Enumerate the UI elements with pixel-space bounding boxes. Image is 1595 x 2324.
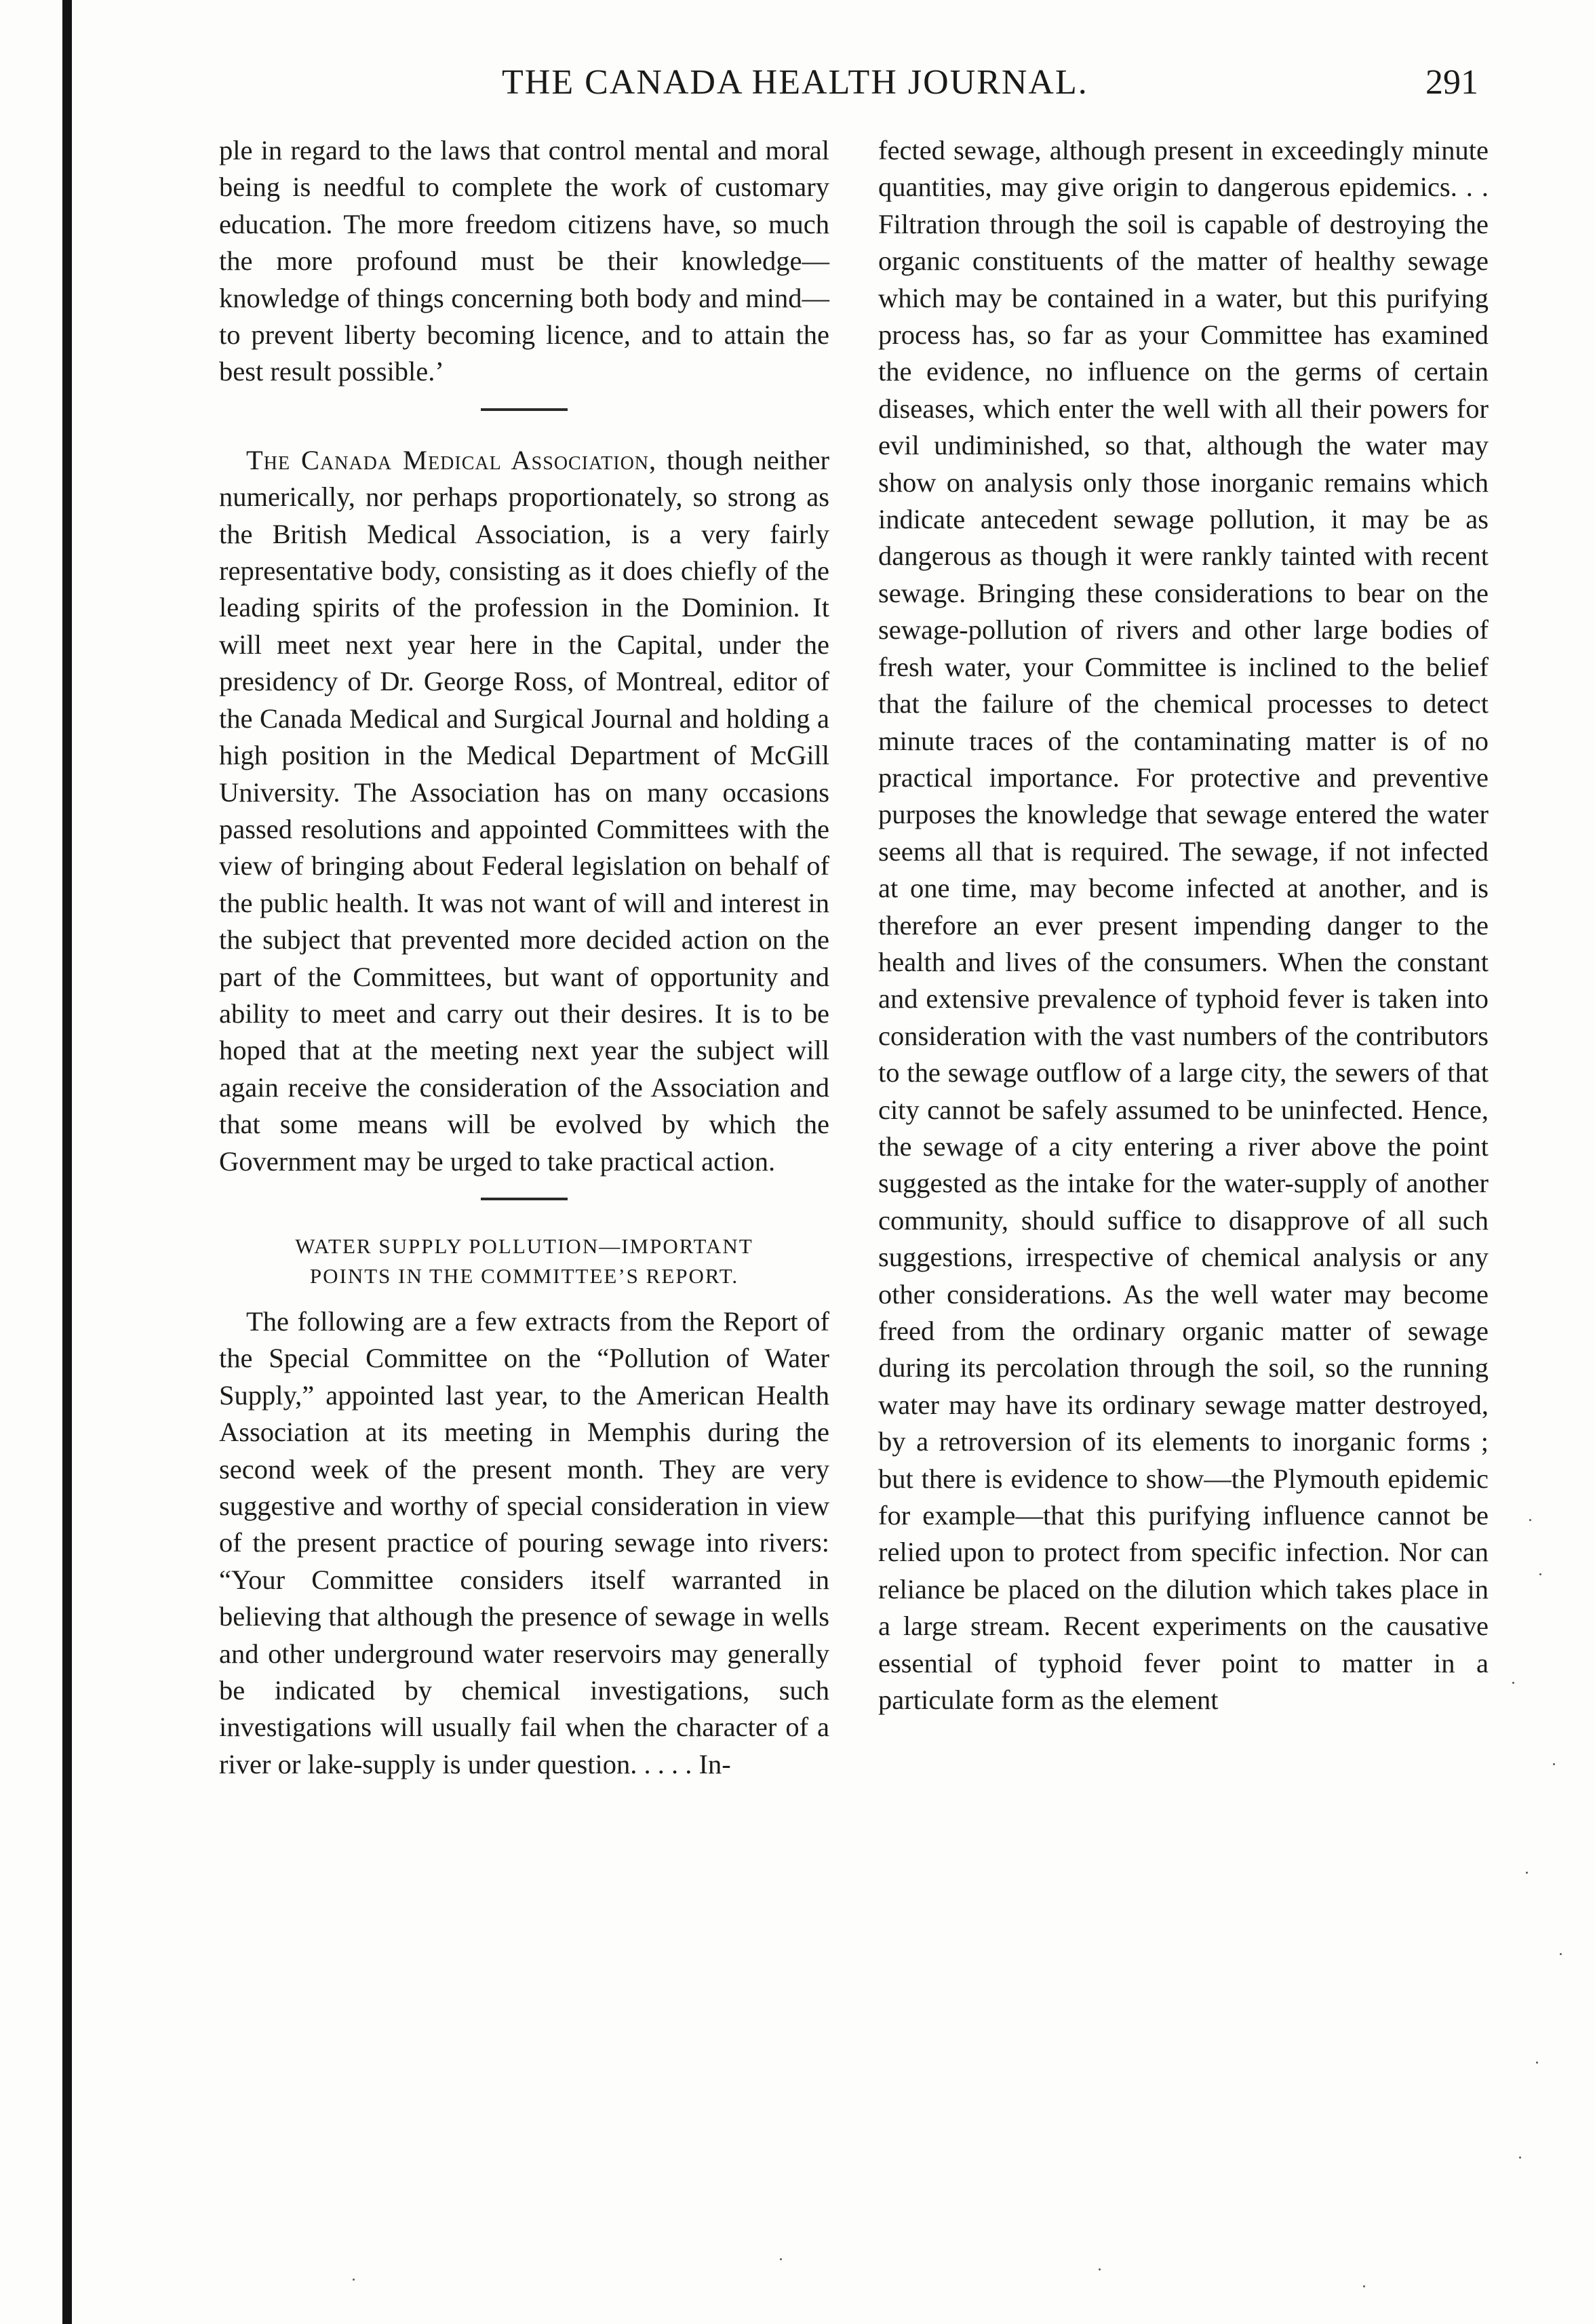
binding-edge (62, 0, 72, 2324)
paragraph-lead-in: The Canada Medical Association, (246, 444, 657, 475)
paragraph-canada-medical-association (219, 442, 829, 1180)
left-column (219, 132, 829, 1783)
page-number: 291 (1425, 63, 1478, 102)
paragraph-continued: ple in regard to the laws that control mental and moral being is needful to complete the work of customary education. The more freedom citizens have, so much the more profound must be their knowledge—knowledge of things concerning both body and mind—to prevent liberty becoming licence, and to attain the best result possible.’ (219, 135, 829, 387)
speckle (1529, 1519, 1531, 1521)
speckle (1512, 1682, 1514, 1684)
speckle (1519, 2156, 1521, 2159)
section-heading-line: WATER SUPPLY POLLUTION—IMPORTANT (295, 1234, 753, 1258)
speckle (780, 2258, 782, 2260)
paragraph-body: though neither numerically, nor perhaps proportionately, so strong as the British Medical Association, is a very fairly representative body, consisting as it does chiefly of the leading spirits of the profession in the Dominion. It will meet next year here in the Capital, under the presidency of Dr. George Ross, of Montreal, editor of the Canada Medical and Surgical Journal and holding a high position in the Medical Department of McGill University. The Association has on many occasions passed resolutions and appointed Committees with the view of bringing about Federal legislation on behalf of the public health. It was not want of will and interest in the subject that prevented more decided action on the part of the Committees, but want of opportunity and ability to meet and carry out their desires. It is to be hoped that at the meeting next year the subject will again receive the consideration of the Association and that some means will be evolved by which the Government may be urged to take practical action. (219, 444, 829, 1177)
speckle (1553, 1763, 1555, 1765)
section-heading (219, 1232, 829, 1291)
speckle (1560, 1953, 1562, 1955)
right-column (878, 132, 1489, 1718)
speckle (1363, 2285, 1365, 2287)
section-divider (481, 1198, 568, 1200)
speckle (1526, 1872, 1528, 1874)
section-heading-line: POINTS IN THE COMMITTEE’S REPORT. (309, 1263, 739, 1288)
speckle (1099, 2268, 1101, 2270)
speckle (1536, 2062, 1538, 2064)
page-header (224, 62, 1505, 110)
running-title: THE CANADA HEALTH JOURNAL. (502, 63, 1088, 102)
section-divider (481, 408, 568, 411)
speckle (1539, 1573, 1541, 1575)
speckle (353, 2279, 355, 2281)
paragraph-water-supply: The following are a few extracts from the Report of the Special Committee on the “Pollution of Water Supply,” appointed last year, to the American Health Association at its meeting in Memphis during the second week of the present month. They are very suggestive and worthy of special consideration in view of the present practice of pouring sewage into rivers: “Your Committee considers itself warranted in believing that although the presence of sewage in wells and other underground water reservoirs may generally be indicated by chemical investigations, such investigations will usually fail when the character of a river or lake-supply is under question. . . . . In- (219, 1305, 829, 1779)
paragraph-continued: fected sewage, although present in exceedingly minute quantities, may give origin to dangerous epidemics. . . Filtration through the soil is capable of destroying the organic constituents of the matter of healthy sewage which may be contained in a water, but this purifying process has, so far as your Committee has examined the evidence, no influence on the germs of certain diseases, which enter the well with all their powers for evil undiminished, so that, although the water may show on analysis only those inorganic remains which indicate antecedent sewage pollution, it may be as dangerous as though it were rankly tainted with recent sewage. Bringing these considerations to bear on the sewage-pollution of rivers and other large bodies of fresh water, your Committee is inclined to the belief that the failure of the chemical processes to detect minute traces of the contaminating matter is of no practical importance. For protective and preventive purposes the knowledge that sewage entered the water seems all that is required. The sewage, if not infected at one time, may become infected at another, and is therefore an ever present impending danger to the health and lives of the consumers. When the constant and extensive prevalence of typhoid fever is taken into consideration with the vast numbers of the contributors to the sewage outflow of a large city, the sewers of that city cannot be safely assumed to be uninfected. Hence, the sewage of a city entering a river above the point suggested as the intake for the water-supply of another community, should suffice to disapprove of all such suggestions, irrespective of chemical analysis or any other considerations. As the well water may become freed from the ordinary organic matter of sewage during its percolation through the soil, so the running water may have its ordinary sewage matter destroyed, by a retroversion of its elements to inorganic forms ; but there is evidence to show—the Plymouth epidemic for example—that this purifying influence cannot be relied upon to protect from specific infection. Nor can reliance be placed on the dilution which takes place in a large stream. Recent experiments on the causative essential of typhoid fever point to matter in a particulate form as the element (878, 135, 1489, 1716)
